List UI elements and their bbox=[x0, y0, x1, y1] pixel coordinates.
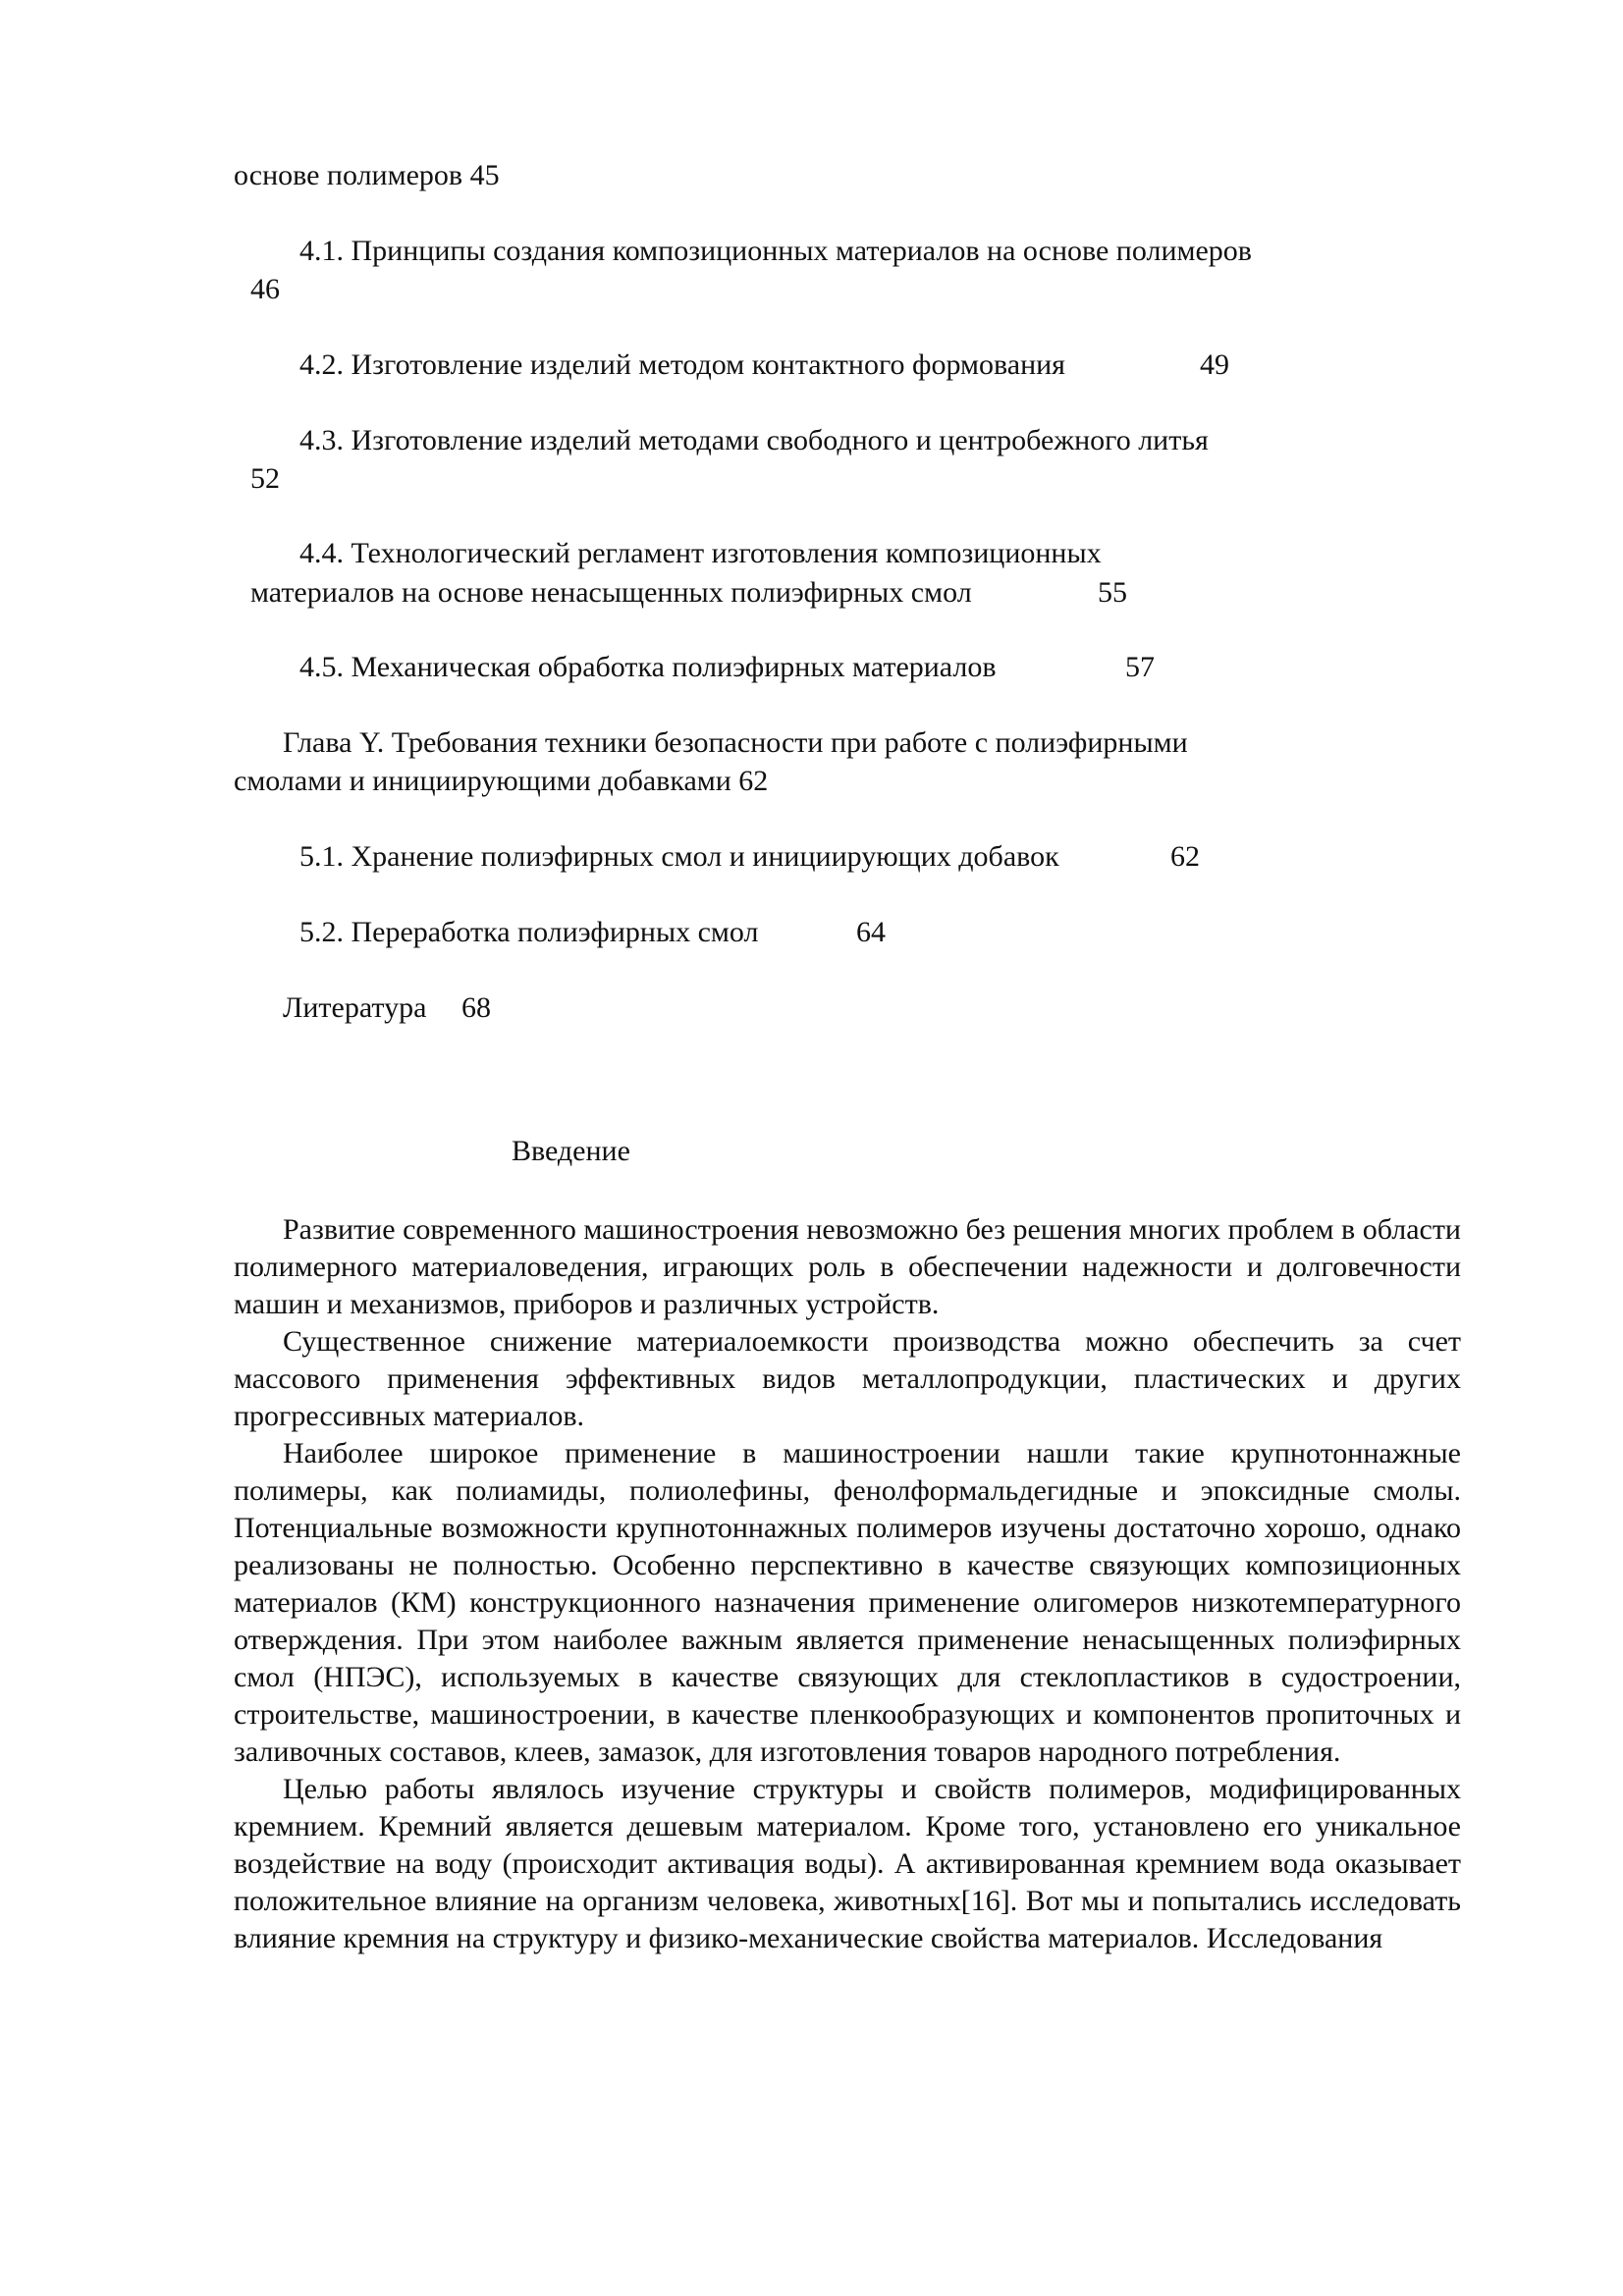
toc-literature-page: 68 bbox=[461, 991, 491, 1024]
toc-item-4-3: 4.3. Изготовление изделий методами свободного и центробежного литья bbox=[299, 424, 1209, 456]
toc-item-4-4-page: 55 bbox=[1098, 576, 1127, 609]
toc-item-4-1-page: 46 bbox=[250, 273, 280, 305]
toc-chapter-5: Глава Y. Требования техники безопасности при работе с полиэфирными bbox=[283, 726, 1188, 759]
toc-item-4-2-page: 49 bbox=[1200, 348, 1229, 381]
toc-item-4-5-page: 57 bbox=[1125, 651, 1155, 683]
intro-paragraph: Существенное снижение материалоемкости производства можно обеспечить за счет массового применения эффективных видов металлопродукции, пластических и других прогрессивных материалов. bbox=[234, 1325, 1461, 1432]
toc-item-5-1-page: 62 bbox=[1170, 840, 1200, 873]
toc-item-4-3-page: 52 bbox=[250, 462, 280, 495]
intro-body bbox=[234, 1211, 1461, 1957]
toc-item-4-4-continuation: материалов на основе ненасыщенных полиэфирных смол bbox=[250, 576, 972, 609]
toc-item-5-2-page: 64 bbox=[856, 916, 886, 948]
toc-item-5-1: 5.1. Хранение полиэфирных смол и инициирующих добавок bbox=[299, 840, 1059, 873]
toc-item-4-5: 4.5. Механическая обработка полиэфирных материалов bbox=[299, 651, 997, 683]
intro-paragraph: Наиболее широкое применение в машиностроении нашли такие крупнотоннажные полимеры, как полиамиды, полиолефины, фенолформальдегидные и эпоксидные смолы. Потенциальные возможности крупнотоннажных полимеров изучены достаточно хорошо, однако реализованы не полностью. Особенно перспективно в качестве связующих композиционных материалов (КМ) конструкционного назначения применение олигомеров низкотемпературного отверждения. При этом наиболее важным является применение ненасыщенных полиэфирных смол (НПЭС), используемых в качестве связующих для стеклопластиков в судостроении, строительстве, машиностроении, в качестве пленкообразующих и компонентов пропиточных и заливочных составов, клеев, замазок, для изготовления товаров народного потребления. bbox=[234, 1437, 1461, 1768]
toc-item-4-4: 4.4. Технологический регламент изготовления композиционных bbox=[299, 537, 1102, 569]
toc-item-5-2: 5.2. Переработка полиэфирных смол bbox=[299, 916, 759, 948]
intro-paragraph: Целью работы являлось изучение структуры и свойств полимеров, модифицированных кремнием. Кремний является дешевым материалом. Кроме того, установлено его уникальное воздействие на воду (происходит активация воды). А активированная кремнием вода оказывает положительное влияние на организм человека, животных[16]. Вот мы и попытались исследовать влияние кремния на структуру и физико-механические свойства материалов. Исследования bbox=[234, 1773, 1461, 1954]
toc-item-4-2: 4.2. Изготовление изделий методом контактного формования bbox=[299, 348, 1065, 381]
toc-literature: Литература bbox=[283, 991, 427, 1024]
toc-item-4-1: 4.1. Принципы создания композиционных материалов на основе полимеров bbox=[299, 235, 1252, 267]
intro-paragraph: Развитие современного машиностроения невозможно без решения многих проблем в области полимерного материаловедения, играющих роль в обеспечении надежности и долговечности машин и механизмов, приборов и различных устройств. bbox=[234, 1213, 1461, 1320]
toc-chapter-5-continuation: смолами и инициирующими добавками 62 bbox=[234, 765, 769, 797]
intro-heading: Введение bbox=[512, 1135, 630, 1167]
toc-continuation-line: основе полимеров 45 bbox=[234, 159, 500, 191]
